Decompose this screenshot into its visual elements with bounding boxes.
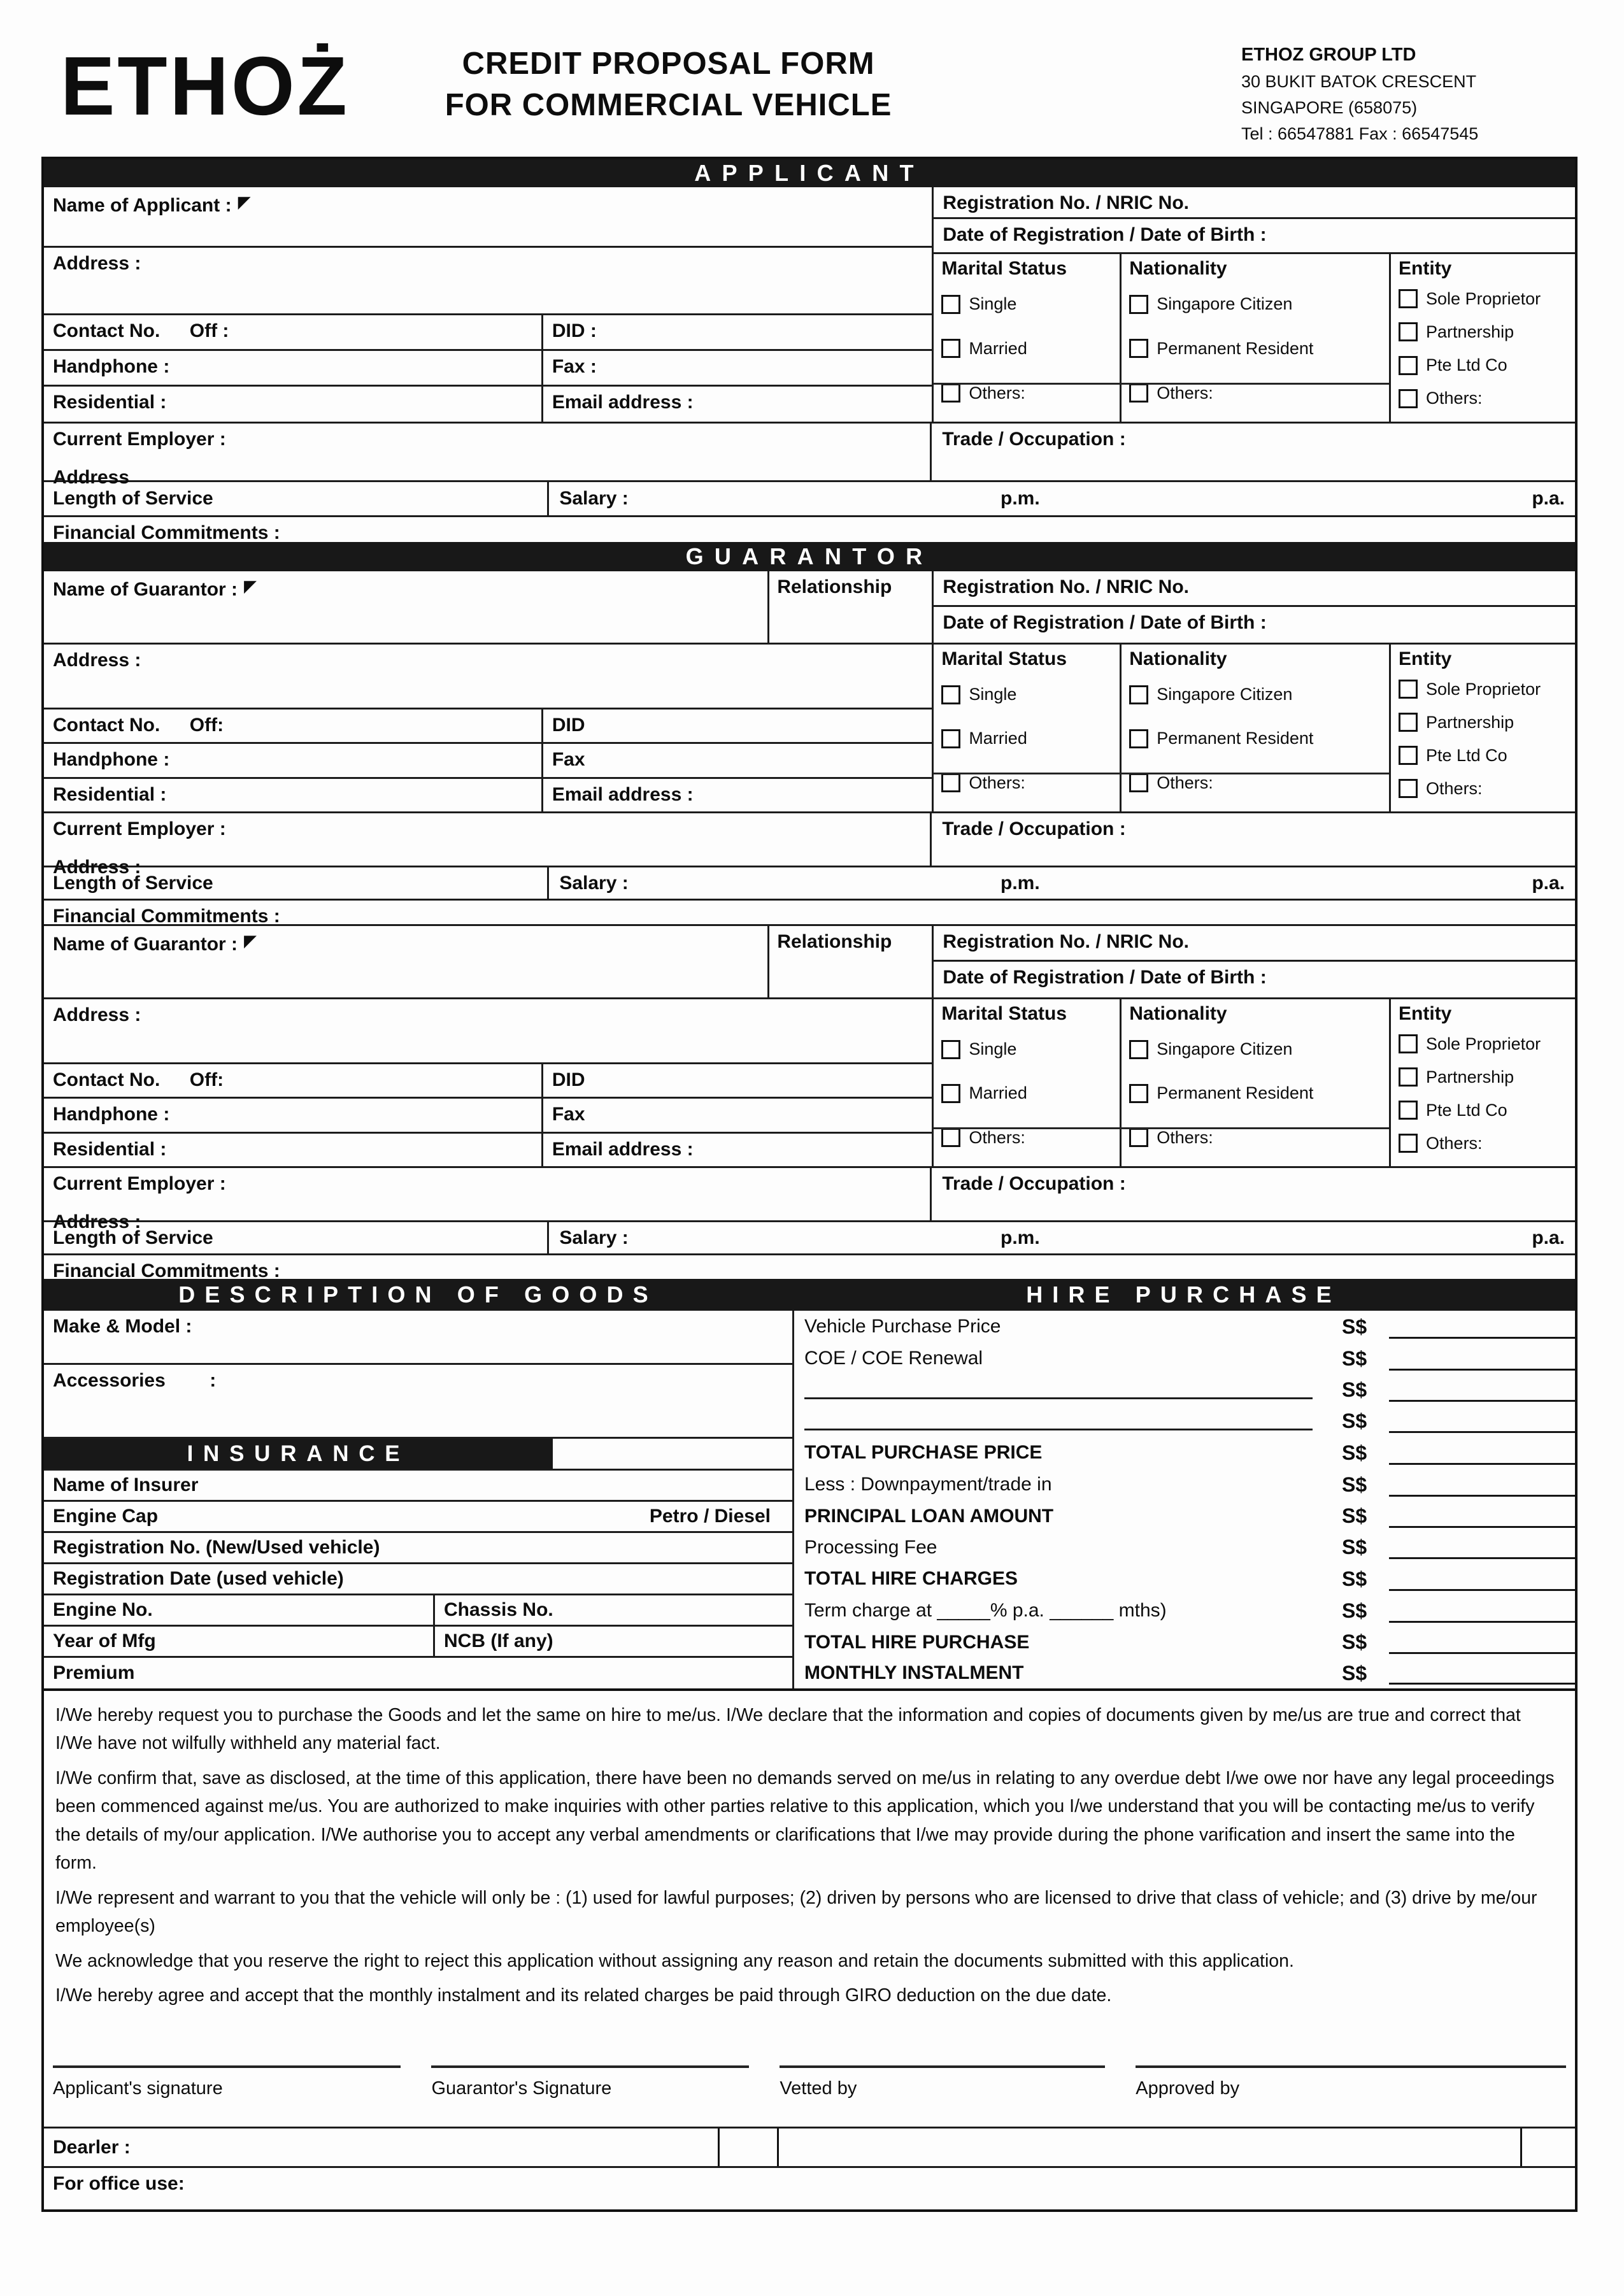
checkbox-pte-ltd-co[interactable]: Pte Ltd Co <box>1399 355 1572 375</box>
checkbox-sole-proprietor[interactable]: Sole Proprietor <box>1399 289 1572 309</box>
signature-line[interactable] <box>780 2065 1105 2068</box>
guarantor1-employer-row <box>44 811 1575 878</box>
checkbox-married[interactable]: Married <box>941 339 1117 359</box>
engine-no-field: Engine No. <box>53 1599 153 1620</box>
guarantor2-handphone-row <box>44 1099 932 1133</box>
fuel-type-label: Petro / Diesel <box>649 1506 771 1527</box>
applicant-handphone-row <box>44 351 932 387</box>
checkbox-icon[interactable] <box>941 729 960 748</box>
form-header <box>41 18 1578 157</box>
applicant-signature-block <box>53 2065 401 2127</box>
guarantor2-status-checkbox-area <box>934 999 1575 1166</box>
office-use-label: For office use: <box>53 2173 185 2194</box>
year-of-mfg-field: Year of Mfg <box>53 1630 156 1651</box>
marker-arrow-icon: ◤ <box>238 192 251 211</box>
checkbox-icon[interactable] <box>1399 746 1418 765</box>
description-of-goods-title: DESCRIPTION OF GOODS <box>178 1281 658 1308</box>
marital-status-group <box>934 999 1120 1166</box>
guarantor1-relationship-field: Relationship <box>767 571 932 643</box>
form-title-line1: CREDIT PROPOSAL FORM <box>462 46 875 81</box>
guarantor2-residential-row <box>44 1134 932 1166</box>
currency-label: S$ <box>1342 1315 1367 1338</box>
guarantor2-detail-area <box>44 997 1575 1166</box>
ethoz-logo: ETHOŻ <box>61 39 350 133</box>
applicant-contact-office-field: Contact No. Off : <box>53 320 229 341</box>
amount-blank-line[interactable] <box>1389 1568 1575 1591</box>
marital-status-title: Marital Status <box>941 258 1067 279</box>
applicant-status-checkbox-area <box>934 254 1575 422</box>
signature-label: Applicant's signature <box>53 2078 223 2099</box>
goods-hire-purchase-body <box>44 1311 1575 1688</box>
amount-blank-line[interactable] <box>1389 1474 1575 1497</box>
signature-label: Approved by <box>1136 2078 1240 2099</box>
hire-purchase-title: HIRE PURCHASE <box>1026 1281 1341 1308</box>
chassis-no-field: Chassis No. <box>433 1595 792 1625</box>
checkbox-permanent-resident[interactable]: Permanent Resident <box>1129 1083 1386 1103</box>
guarantor2-contact-office-field: Contact No. Off: <box>53 1069 224 1090</box>
company-address-line1: 30 BUKIT BATOK CRESCENT <box>1241 72 1477 92</box>
guarantor1-status-checkbox-area <box>934 645 1575 811</box>
checkbox-icon[interactable] <box>941 773 960 792</box>
guarantor-block-2 <box>44 924 1575 1279</box>
guarantor1-length-of-service-field: Length of Service <box>44 867 549 899</box>
nationality-group <box>1120 254 1389 422</box>
checkbox-icon[interactable] <box>1399 289 1418 308</box>
signature-row <box>44 2065 1575 2127</box>
guarantor2-contact-row <box>44 1064 932 1099</box>
checkbox-sole-proprietor[interactable]: Sole Proprietor <box>1399 680 1572 699</box>
applicant-salary-field: Salary : p.m. p.a. <box>559 488 1565 509</box>
checkbox-partnership[interactable]: Partnership <box>1399 322 1572 342</box>
applicant-residential-row <box>44 387 932 422</box>
goods-hire-purchase-header <box>44 1279 1575 1311</box>
declaration-paragraph: I/We hereby agree and accept that the monthly instalment and its related charges be paid through GIRO deduction on the due date. <box>55 1985 1112 2006</box>
hire-purchase-table <box>792 1311 1575 1688</box>
guarantor-section-header: GUARANTOR <box>44 542 1575 571</box>
checkbox-icon[interactable] <box>941 1084 960 1103</box>
guarantor1-dob-field: Date of Registration / Date of Birth : <box>943 612 1267 633</box>
currency-label: S$ <box>1342 1661 1367 1685</box>
checkbox-icon[interactable] <box>1129 729 1148 748</box>
checkbox-sole-proprietor[interactable]: Sole Proprietor <box>1399 1034 1572 1054</box>
guarantor-block-1 <box>44 571 1575 927</box>
guarantor1-employer-field: Current Employer : Address : <box>44 813 932 866</box>
checkbox-partnership[interactable]: Partnership <box>1399 713 1572 732</box>
dealer-check-box[interactable] <box>1520 2128 1575 2166</box>
guarantor2-top-row <box>44 926 1575 997</box>
hp-row-coe-renewal: COE / COE Renewal S$ <box>794 1343 1575 1374</box>
declaration-section <box>44 1688 1575 2065</box>
guarantor2-name-field: Name of Guarantor : ◤ <box>53 931 257 955</box>
checkbox-entity-others[interactable]: Others: <box>1399 389 1572 408</box>
applicant-length-of-service-field: Length of Service <box>44 482 549 515</box>
checkbox-pte-ltd-co[interactable]: Pte Ltd Co <box>1399 746 1572 766</box>
hp-row-term-charge: Term charge at _____% p.a. ______ mths) S$ <box>794 1595 1575 1627</box>
checkbox-icon[interactable] <box>1129 383 1148 403</box>
checkbox-marital-others[interactable]: Others: <box>941 773 1117 793</box>
nationality-title: Nationality <box>1129 1003 1227 1024</box>
company-address-line2: SINGAPORE (658075) <box>1241 98 1418 118</box>
checkbox-singapore-citizen[interactable]: Singapore Citizen <box>1129 294 1386 314</box>
vetted-by-block <box>780 2065 1105 2127</box>
marker-arrow-icon: ◤ <box>244 576 257 595</box>
guarantor1-financial-commitments-field: Financial Commitments : <box>44 899 1575 924</box>
applicant-financial-commitments-field: Financial Commitments : <box>44 515 1575 542</box>
guarantor1-email-field: Email address : <box>541 779 932 811</box>
checkbox-icon[interactable] <box>941 1040 960 1059</box>
checkbox-icon[interactable] <box>1399 713 1418 732</box>
checkbox-icon[interactable] <box>1399 1101 1418 1120</box>
nationality-group <box>1120 999 1389 1166</box>
signature-line[interactable] <box>1136 2065 1566 2068</box>
guarantor2-did-field: DID <box>541 1064 932 1097</box>
marital-status-title: Marital Status <box>941 648 1067 669</box>
guarantor2-length-of-service-field: Length of Service <box>44 1222 549 1253</box>
checkbox-icon[interactable] <box>941 383 960 403</box>
hp-row-principal-loan: PRINCIPAL LOAN AMOUNT S$ <box>794 1501 1575 1532</box>
checkbox-permanent-resident[interactable]: Permanent Resident <box>1129 729 1386 748</box>
guarantor1-detail-area <box>44 643 1575 811</box>
entity-group <box>1389 999 1575 1166</box>
marital-status-group <box>934 645 1120 811</box>
applicant-name-field: Name of Applicant : ◤ <box>44 187 932 248</box>
make-model-field: Make & Model : <box>44 1311 792 1365</box>
entity-title: Entity <box>1399 258 1452 279</box>
guarantor2-handphone-field: Handphone : <box>53 1104 170 1125</box>
guarantor1-address-field: Address : <box>44 645 932 709</box>
guarantor2-address-field: Address : <box>44 999 932 1064</box>
guarantor2-trade-field: Trade / Occupation : <box>942 1173 1126 1194</box>
nationality-group <box>1120 645 1389 811</box>
amount-blank-line[interactable] <box>1389 1348 1575 1371</box>
marital-status-title: Marital Status <box>941 1003 1067 1024</box>
signature-line[interactable] <box>431 2065 749 2068</box>
guarantor1-contact-row <box>44 709 932 744</box>
checkbox-icon[interactable] <box>941 295 960 314</box>
year-ncb-row <box>44 1625 792 1656</box>
checkbox-icon[interactable] <box>1129 1128 1148 1147</box>
accessories-field: Accessories : <box>44 1365 792 1439</box>
guarantor1-salary-field: Salary : p.m. p.a. <box>559 872 1565 894</box>
checkbox-icon[interactable] <box>941 1128 960 1147</box>
guarantor1-name-field: Name of Guarantor : ◤ <box>53 576 257 600</box>
checkbox-icon[interactable] <box>1399 322 1418 341</box>
checkbox-icon[interactable] <box>1129 773 1148 792</box>
applicant-employer-field: Current Employer : Address <box>44 424 932 480</box>
applicant-fax-field: Fax : <box>541 351 932 385</box>
amount-blank-line[interactable] <box>1389 1410 1575 1433</box>
guarantor1-residential-field: Residential : <box>53 783 167 805</box>
applicant-handphone-field: Handphone : <box>53 356 170 377</box>
checkbox-icon[interactable] <box>1399 779 1418 798</box>
currency-label: S$ <box>1342 1630 1367 1653</box>
company-name: ETHOZ GROUP LTD <box>1241 45 1416 65</box>
guarantor1-registration-field: Registration No. / NRIC No. <box>934 571 1575 607</box>
insurance-section-header: INSURANCE <box>44 1439 553 1469</box>
checkbox-entity-others[interactable]: Others: <box>1399 779 1572 799</box>
marital-status-group <box>934 254 1120 422</box>
signature-label: Guarantor's Signature <box>431 2078 612 2099</box>
amount-blank-line[interactable] <box>1389 1379 1575 1402</box>
guarantor2-dob-field: Date of Registration / Date of Birth : <box>943 967 1267 988</box>
checkbox-icon[interactable] <box>1129 339 1148 358</box>
divider-line <box>934 1127 1389 1129</box>
checkbox-nationality-others[interactable]: Others: <box>1129 773 1386 793</box>
declaration-paragraph: I/We hereby request you to purchase the Goods and let the same on hire to me/us. I/We declare that the information and copies of documents given by me/us are true and correct that I/We have not wilfully withheld any material fact. <box>55 1705 1521 1754</box>
applicant-email-field: Email address : <box>541 387 932 422</box>
checkbox-icon[interactable] <box>1129 1040 1148 1059</box>
guarantor2-fax-field: Fax <box>541 1099 932 1131</box>
checkbox-marital-others[interactable]: Others: <box>941 1128 1117 1148</box>
currency-label: S$ <box>1342 1567 1367 1590</box>
checkbox-nationality-others[interactable]: Others: <box>1129 1128 1386 1148</box>
guarantor2-registration-field: Registration No. / NRIC No. <box>934 926 1575 962</box>
currency-label: S$ <box>1342 1472 1367 1496</box>
guarantor1-handphone-row <box>44 744 932 778</box>
vehicle-registration-date-field: Registration Date (used vehicle) <box>44 1562 792 1594</box>
hp-row-downpayment: Less : Downpayment/trade in S$ <box>794 1469 1575 1501</box>
item-blank-line[interactable] <box>804 1409 1313 1430</box>
guarantor1-top-row <box>44 571 1575 643</box>
entity-group <box>1389 254 1575 422</box>
currency-label: S$ <box>1342 1599 1367 1622</box>
guarantor1-handphone-field: Handphone : <box>53 749 170 771</box>
guarantor2-residential-field: Residential : <box>53 1138 167 1160</box>
checkbox-icon[interactable] <box>1399 356 1418 375</box>
dealer-row <box>44 2127 1575 2166</box>
currency-label: S$ <box>1342 1346 1367 1370</box>
hp-row-total-hire-charges: TOTAL HIRE CHARGES S$ <box>794 1563 1575 1595</box>
guarantor2-employer-field: Current Employer : Address : <box>44 1168 932 1220</box>
currency-label: S$ <box>1342 1409 1367 1432</box>
guarantor2-email-field: Email address : <box>541 1134 932 1166</box>
entity-title: Entity <box>1399 1003 1452 1024</box>
checkbox-single[interactable]: Single <box>941 685 1117 704</box>
checkbox-icon[interactable] <box>941 685 960 704</box>
amount-blank-line[interactable] <box>1389 1662 1575 1685</box>
approved-by-block <box>1136 2065 1566 2127</box>
hp-row-blank-2 <box>794 1406 1575 1437</box>
credit-proposal-form <box>41 157 1578 2212</box>
form-title <box>445 43 892 125</box>
applicant-address-field: Address : <box>44 248 932 315</box>
guarantor2-employer-row <box>44 1166 1575 1232</box>
checkbox-singapore-citizen[interactable]: Singapore Citizen <box>1129 685 1386 704</box>
checkbox-single[interactable]: Single <box>941 1039 1117 1059</box>
currency-label: S$ <box>1342 1378 1367 1401</box>
applicant-residential-field: Residential : <box>53 392 167 413</box>
applicant-dob-field: Date of Registration / Date of Birth : <box>934 219 1575 254</box>
signature-label: Vetted by <box>780 2078 857 2099</box>
hp-row-processing-fee: Processing Fee S$ <box>794 1532 1575 1563</box>
checkbox-nationality-others[interactable]: Others: <box>1129 383 1386 403</box>
checkbox-singapore-citizen[interactable]: Singapore Citizen <box>1129 1039 1386 1059</box>
office-use-row <box>44 2166 1575 2209</box>
nationality-title: Nationality <box>1129 648 1227 669</box>
nationality-title: Nationality <box>1129 258 1227 279</box>
entity-group <box>1389 645 1575 811</box>
checkbox-single[interactable]: Single <box>941 294 1117 314</box>
dealer-check-box[interactable] <box>718 2128 779 2166</box>
divider-line <box>934 773 1389 774</box>
marker-arrow-icon: ◤ <box>244 931 257 950</box>
engine-cap-field: Engine Cap Petro / Diesel <box>44 1500 792 1531</box>
company-contact: Tel : 66547881 Fax : 66547545 <box>1241 124 1479 144</box>
currency-label: S$ <box>1342 1504 1367 1527</box>
applicant-employer-row <box>44 422 1575 488</box>
checkbox-icon[interactable] <box>1129 295 1148 314</box>
currency-label: S$ <box>1342 1536 1367 1558</box>
declaration-paragraph: I/We confirm that, save as disclosed, at the time of this application, there have been no demands served on me/us in relating to any overdue debt I/we owe nor have any legal proceedings been commenced against me/us. You are authorized to make inquiries with other parties relative to this application, which you I/we understand that you will be contacting me/us to verify the details of my/our application. I/We authorise you to accept any verbal amendments or clarifications that I/we may provide during the phone varification and insert the same into the form. <box>55 1767 1555 1874</box>
declaration-paragraph: I/We represent and warrant to you that the vehicle will only be : (1) used for lawful purposes; (2) driven by persons who are licensed to drive that class of vehicle; and (3) drive by me/our employee(s) <box>55 1887 1537 1937</box>
checkbox-partnership[interactable]: Partnership <box>1399 1067 1572 1087</box>
applicant-registration-field: Registration No. / NRIC No. <box>934 187 1575 219</box>
applicant-top-area <box>44 187 1575 422</box>
checkbox-icon[interactable] <box>1129 685 1148 704</box>
checkbox-icon[interactable] <box>1399 680 1418 699</box>
checkbox-icon[interactable] <box>941 339 960 358</box>
hp-row-total-hire-purchase: TOTAL HIRE PURCHASE S$ <box>794 1627 1575 1658</box>
checkbox-icon[interactable] <box>1399 1134 1418 1153</box>
applicant-did-field: DID : <box>541 315 932 349</box>
dealer-label: Dearler : <box>53 2136 131 2158</box>
guarantor2-relationship-field: Relationship <box>767 926 932 997</box>
guarantor1-did-field: DID <box>541 709 932 742</box>
checkbox-married[interactable]: Married <box>941 1083 1117 1103</box>
guarantor1-contact-office-field: Contact No. Off: <box>53 714 224 736</box>
checkbox-icon[interactable] <box>1399 389 1418 408</box>
guarantor-signature-block <box>431 2065 749 2127</box>
item-blank-line[interactable] <box>804 1378 1313 1399</box>
hp-row-blank-1 <box>794 1374 1575 1406</box>
engine-chassis-row <box>44 1594 792 1625</box>
divider-line <box>934 383 1389 385</box>
applicant-trade-field: Trade / Occupation : <box>942 429 1126 450</box>
entity-title: Entity <box>1399 648 1452 669</box>
amount-blank-line[interactable] <box>1389 1505 1575 1528</box>
checkbox-married[interactable]: Married <box>941 729 1117 748</box>
amount-blank-line[interactable] <box>1389 1600 1575 1623</box>
guarantor2-financial-commitments-field: Financial Commitments : <box>44 1253 1575 1279</box>
guarantor1-fax-field: Fax <box>541 744 932 776</box>
hp-row-vehicle-purchase-price: Vehicle Purchase Price S$ <box>794 1311 1575 1343</box>
declaration-paragraph: We acknowledge that you reserve the right to reject this application without assigning any reason and retain the documents submitted with this application. <box>55 1950 1294 1971</box>
guarantor1-trade-field: Trade / Occupation : <box>942 818 1126 839</box>
hp-row-total-purchase-price: TOTAL PURCHASE PRICE S$ <box>794 1437 1575 1469</box>
amount-blank-line[interactable] <box>1389 1536 1575 1559</box>
currency-label: S$ <box>1342 1441 1367 1464</box>
checkbox-pte-ltd-co[interactable]: Pte Ltd Co <box>1399 1101 1572 1120</box>
vehicle-registration-no-field: Registration No. (New/Used vehicle) <box>44 1531 792 1562</box>
signature-line[interactable] <box>53 2065 401 2068</box>
amount-blank-line[interactable] <box>1389 1631 1575 1654</box>
hp-row-monthly-instalment: MONTHLY INSTALMENT S$ <box>794 1658 1575 1688</box>
ncb-field: NCB (If any) <box>433 1627 792 1656</box>
applicant-section-header: APPLICANT <box>44 159 1575 187</box>
checkbox-icon[interactable] <box>1129 1084 1148 1103</box>
form-title-line2: FOR COMMERCIAL VEHICLE <box>445 87 892 122</box>
company-info <box>1241 41 1572 147</box>
amount-blank-line[interactable] <box>1389 1316 1575 1339</box>
checkbox-permanent-resident[interactable]: Permanent Resident <box>1129 339 1386 359</box>
guarantor2-salary-field: Salary : p.m. p.a. <box>559 1227 1565 1248</box>
checkbox-icon[interactable] <box>1399 1067 1418 1087</box>
amount-blank-line[interactable] <box>1389 1442 1575 1465</box>
insurer-name-field: Name of Insurer <box>44 1469 792 1500</box>
guarantor1-residential-row <box>44 779 932 811</box>
checkbox-entity-others[interactable]: Others: <box>1399 1134 1572 1153</box>
premium-field: Premium <box>44 1656 792 1688</box>
applicant-contact-row <box>44 315 932 351</box>
checkbox-marital-others[interactable]: Others: <box>941 383 1117 403</box>
checkbox-icon[interactable] <box>1399 1034 1418 1053</box>
